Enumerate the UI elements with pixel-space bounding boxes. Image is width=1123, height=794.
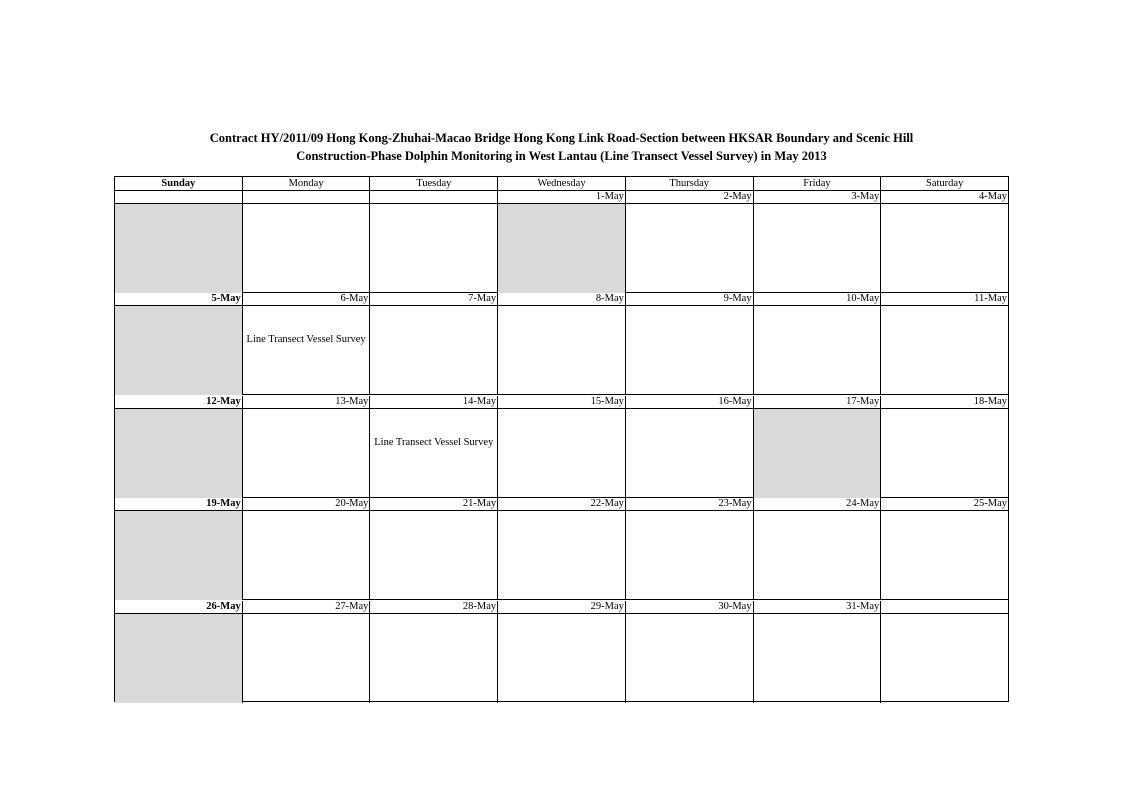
day-body bbox=[243, 306, 370, 395]
calendar-day-cell bbox=[498, 191, 626, 292]
day-body bbox=[754, 306, 881, 395]
day-body bbox=[626, 614, 753, 703]
calendar-day-cell bbox=[370, 293, 498, 394]
calendar-day-cell bbox=[498, 498, 626, 599]
day-body bbox=[881, 511, 1008, 600]
day-date-label: 24-May bbox=[754, 498, 881, 511]
day-date-label: 18-May bbox=[881, 396, 1008, 409]
day-date-label: 2-May bbox=[626, 191, 753, 204]
day-date-label: 25-May bbox=[881, 498, 1008, 511]
day-date-label: 8-May bbox=[498, 293, 625, 306]
calendar-day-cell bbox=[243, 191, 371, 292]
calendar-day-cell bbox=[115, 293, 243, 394]
calendar-day-cell bbox=[881, 498, 1008, 599]
calendar-day-cell bbox=[115, 191, 243, 292]
calendar-day-cell bbox=[243, 601, 371, 703]
weekday-header-thursday: Thursday bbox=[626, 177, 754, 190]
calendar-day-cell bbox=[881, 293, 1008, 394]
day-body bbox=[626, 511, 753, 600]
calendar-day-cell bbox=[626, 396, 754, 497]
day-body bbox=[370, 204, 497, 293]
day-body-shaded bbox=[498, 204, 625, 293]
weekday-header-row bbox=[115, 177, 1008, 191]
calendar-day-cell bbox=[881, 601, 1008, 703]
day-date-label: 31-May bbox=[754, 601, 881, 614]
calendar-day-cell bbox=[626, 498, 754, 599]
monthly-calendar bbox=[114, 176, 1009, 702]
day-body-shaded bbox=[115, 511, 242, 600]
day-date-label: 7-May bbox=[370, 293, 497, 306]
calendar-week-row bbox=[115, 396, 1008, 498]
day-date-label: 21-May bbox=[370, 498, 497, 511]
day-body bbox=[243, 511, 370, 600]
day-date-label: 3-May bbox=[754, 191, 881, 204]
weekday-header-tuesday: Tuesday bbox=[370, 177, 498, 190]
day-date-label bbox=[881, 601, 1008, 614]
day-date-label: 11-May bbox=[881, 293, 1008, 306]
day-date-label: 20-May bbox=[243, 498, 370, 511]
day-body bbox=[498, 511, 625, 600]
day-date-label bbox=[370, 191, 497, 204]
calendar-day-cell bbox=[115, 601, 243, 703]
calendar-day-cell bbox=[243, 396, 371, 497]
day-date-label: 29-May bbox=[498, 601, 625, 614]
day-body bbox=[626, 204, 753, 293]
day-body bbox=[626, 306, 753, 395]
day-date-label: 30-May bbox=[626, 601, 753, 614]
day-body bbox=[754, 511, 881, 600]
day-body bbox=[881, 306, 1008, 395]
day-date-label: 16-May bbox=[626, 396, 753, 409]
day-body-shaded bbox=[115, 409, 242, 498]
day-body bbox=[370, 409, 497, 498]
day-body bbox=[498, 306, 625, 395]
day-body bbox=[881, 409, 1008, 498]
weekday-header-monday: Monday bbox=[243, 177, 371, 190]
day-body bbox=[754, 204, 881, 293]
weekday-header-saturday: Saturday bbox=[926, 178, 964, 189]
calendar-week-row bbox=[115, 601, 1008, 703]
day-body-shaded bbox=[115, 306, 242, 395]
day-body bbox=[370, 306, 497, 395]
day-date-label: 6-May bbox=[243, 293, 370, 306]
day-body bbox=[881, 204, 1008, 293]
day-body bbox=[370, 511, 497, 600]
day-date-label: 28-May bbox=[370, 601, 497, 614]
day-body bbox=[243, 204, 370, 293]
day-date-label: 10-May bbox=[754, 293, 881, 306]
calendar-day-cell bbox=[370, 498, 498, 599]
calendar-day-cell bbox=[754, 293, 882, 394]
day-body bbox=[243, 409, 370, 498]
calendar-week-row bbox=[115, 191, 1008, 293]
calendar-day-cell bbox=[881, 191, 1008, 292]
calendar-week-row bbox=[115, 293, 1008, 395]
day-body-shaded bbox=[115, 614, 242, 703]
day-body-shaded bbox=[115, 204, 242, 293]
day-date-label: 1-May bbox=[498, 191, 625, 204]
day-date-label: 13-May bbox=[243, 396, 370, 409]
calendar-day-cell bbox=[754, 601, 882, 703]
day-body bbox=[243, 614, 370, 703]
calendar-day-cell bbox=[498, 601, 626, 703]
day-body-shaded bbox=[754, 409, 881, 498]
day-event-label: Line Transect Vessel Survey bbox=[246, 334, 366, 346]
day-date-label: 9-May bbox=[626, 293, 753, 306]
day-date-label: 15-May bbox=[498, 396, 625, 409]
day-body bbox=[498, 614, 625, 703]
calendar-day-cell bbox=[370, 396, 498, 497]
calendar-day-cell bbox=[881, 396, 1008, 497]
calendar-day-cell bbox=[754, 498, 882, 599]
day-date-label: 12-May bbox=[115, 396, 242, 409]
weekday-header-sunday: Sunday bbox=[115, 177, 243, 190]
calendar-day-cell bbox=[498, 396, 626, 497]
day-body bbox=[370, 614, 497, 703]
weekday-header-friday: Friday bbox=[754, 177, 882, 190]
day-body bbox=[881, 614, 1008, 703]
day-date-label: 14-May bbox=[370, 396, 497, 409]
day-date-label: 17-May bbox=[754, 396, 881, 409]
day-date-label: 19-May bbox=[115, 498, 242, 511]
day-date-label: 22-May bbox=[498, 498, 625, 511]
calendar-day-cell bbox=[498, 293, 626, 394]
day-event-label: Line Transect Vessel Survey bbox=[374, 436, 494, 448]
weekday-header-wednesday: Wednesday bbox=[498, 177, 626, 190]
calendar-day-cell bbox=[243, 498, 371, 599]
day-date-label: 27-May bbox=[243, 601, 370, 614]
day-date-label: 26-May bbox=[115, 601, 242, 614]
day-body bbox=[498, 409, 625, 498]
calendar-day-cell bbox=[115, 498, 243, 599]
calendar-day-cell bbox=[626, 293, 754, 394]
document-subtitle: Construction-Phase Dolphin Monitoring in West Lantau (Line Transect Vessel Survey) in May 2013 bbox=[296, 149, 827, 163]
day-date-label: 5-May bbox=[115, 293, 242, 306]
calendar-day-cell bbox=[626, 601, 754, 703]
calendar-day-cell bbox=[243, 293, 371, 394]
calendar-day-cell bbox=[754, 396, 882, 497]
calendar-day-cell bbox=[115, 396, 243, 497]
day-date-label bbox=[243, 191, 370, 204]
day-body bbox=[626, 409, 753, 498]
day-date-label: 23-May bbox=[626, 498, 753, 511]
document-title: Contract HY/2011/09 Hong Kong-Zhuhai-Macao Bridge Hong Kong Link Road-Section between HKSAR Boundary and Scenic Hill bbox=[209, 131, 914, 145]
calendar-day-cell bbox=[626, 191, 754, 292]
day-body bbox=[754, 614, 881, 703]
calendar-day-cell bbox=[370, 191, 498, 292]
calendar-day-cell bbox=[370, 601, 498, 703]
calendar-week-row bbox=[115, 498, 1008, 600]
day-date-label: 4-May bbox=[881, 191, 1008, 204]
day-date-label bbox=[115, 191, 242, 204]
calendar-day-cell bbox=[754, 191, 882, 292]
